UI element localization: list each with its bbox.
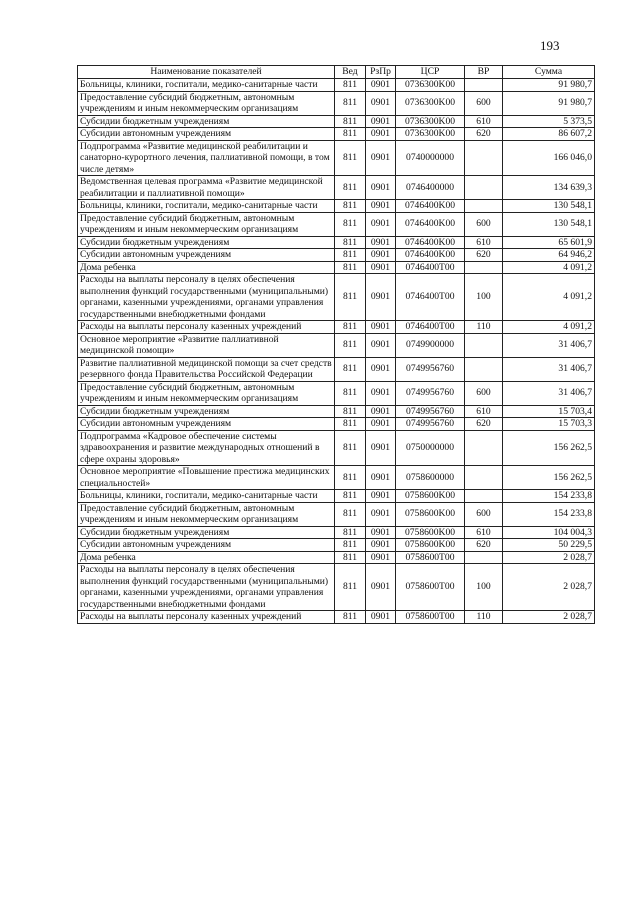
cell-rzpr: 0901 bbox=[366, 502, 396, 526]
cell-rzpr: 0901 bbox=[366, 430, 396, 466]
cell-sum: 134 639,3 bbox=[503, 176, 595, 200]
cell-sum: 166 046,0 bbox=[503, 140, 595, 176]
cell-rzpr: 0901 bbox=[366, 79, 396, 92]
cell-vr bbox=[465, 140, 503, 176]
cell-csr: 0740000000 bbox=[396, 140, 465, 176]
page-number: 193 bbox=[540, 38, 560, 53]
cell-vr bbox=[465, 261, 503, 274]
cell-name: Расходы на выплаты персоналу в целях обеспечения выполнения функций государственными (муниципальными) органами, казенными учреждениями, органами управления государственными внебюджетными фондами bbox=[78, 564, 335, 611]
header-csr: ЦСР bbox=[396, 66, 465, 79]
cell-name: Больницы, клиники, госпитали, медико-санитарные части bbox=[78, 490, 335, 503]
cell-sum: 154 233,8 bbox=[503, 502, 595, 526]
cell-sum: 130 548,1 bbox=[503, 212, 595, 236]
cell-ved: 811 bbox=[335, 502, 366, 526]
cell-rzpr: 0901 bbox=[366, 115, 396, 128]
cell-csr: 0746400000 bbox=[396, 176, 465, 200]
cell-ved: 811 bbox=[335, 430, 366, 466]
cell-sum: 156 262,5 bbox=[503, 466, 595, 490]
cell-vr: 610 bbox=[465, 405, 503, 418]
cell-ved: 811 bbox=[335, 212, 366, 236]
cell-csr: 0758600T00 bbox=[396, 611, 465, 624]
cell-vr: 620 bbox=[465, 249, 503, 262]
cell-name: Основное мероприятие «Повышение престижа медицинских специальностей» bbox=[78, 466, 335, 490]
cell-vr: 600 bbox=[465, 91, 503, 115]
cell-name: Субсидии бюджетным учреждениям bbox=[78, 526, 335, 539]
cell-vr: 610 bbox=[465, 526, 503, 539]
cell-csr: 0750000000 bbox=[396, 430, 465, 466]
cell-name: Предоставление субсидий бюджетным, автономным учреждениям и иным некоммерческим организациям bbox=[78, 502, 335, 526]
cell-name: Субсидии бюджетным учреждениям bbox=[78, 405, 335, 418]
cell-vr: 620 bbox=[465, 418, 503, 431]
table-row bbox=[78, 128, 595, 141]
table-row bbox=[78, 539, 595, 552]
cell-vr: 110 bbox=[465, 321, 503, 334]
cell-rzpr: 0901 bbox=[366, 274, 396, 321]
cell-sum: 64 946,2 bbox=[503, 249, 595, 262]
cell-ved: 811 bbox=[335, 261, 366, 274]
cell-vr: 620 bbox=[465, 128, 503, 141]
cell-name: Дома ребенка bbox=[78, 261, 335, 274]
table-row bbox=[78, 381, 595, 405]
cell-ved: 811 bbox=[335, 140, 366, 176]
table-row bbox=[78, 333, 595, 357]
cell-sum: 50 229,5 bbox=[503, 539, 595, 552]
cell-vr: 100 bbox=[465, 274, 503, 321]
table-row bbox=[78, 236, 595, 249]
cell-sum: 156 262,5 bbox=[503, 430, 595, 466]
cell-name: Больницы, клиники, госпитали, медико-санитарные части bbox=[78, 79, 335, 92]
cell-sum: 31 406,7 bbox=[503, 357, 595, 381]
cell-rzpr: 0901 bbox=[366, 140, 396, 176]
cell-csr: 0736300K00 bbox=[396, 128, 465, 141]
cell-ved: 811 bbox=[335, 128, 366, 141]
cell-name: Расходы на выплаты персоналу казенных учреждений bbox=[78, 611, 335, 624]
cell-rzpr: 0901 bbox=[366, 526, 396, 539]
cell-vr bbox=[465, 430, 503, 466]
table-row bbox=[78, 490, 595, 503]
cell-ved: 811 bbox=[335, 564, 366, 611]
cell-name: Предоставление субсидий бюджетным, автономным учреждениям и иным некоммерческим организациям bbox=[78, 212, 335, 236]
cell-sum: 2 028,7 bbox=[503, 564, 595, 611]
table-row bbox=[78, 249, 595, 262]
cell-csr: 0758600K00 bbox=[396, 539, 465, 552]
cell-sum: 91 980,7 bbox=[503, 79, 595, 92]
cell-rzpr: 0901 bbox=[366, 539, 396, 552]
header-ved: Вед bbox=[335, 66, 366, 79]
cell-csr: 0758600K00 bbox=[396, 490, 465, 503]
table-row bbox=[78, 418, 595, 431]
cell-name: Субсидии автономным учреждениям bbox=[78, 539, 335, 552]
cell-sum: 4 091,2 bbox=[503, 261, 595, 274]
table-row bbox=[78, 200, 595, 213]
cell-vr: 110 bbox=[465, 611, 503, 624]
cell-vr bbox=[465, 200, 503, 213]
cell-rzpr: 0901 bbox=[366, 212, 396, 236]
cell-csr: 0758600T00 bbox=[396, 564, 465, 611]
cell-vr: 600 bbox=[465, 502, 503, 526]
table-row bbox=[78, 526, 595, 539]
cell-csr: 0749956760 bbox=[396, 357, 465, 381]
cell-name: Предоставление субсидий бюджетным, автономным учреждениям и иным некоммерческим организациям bbox=[78, 91, 335, 115]
header-sum: Сумма bbox=[503, 66, 595, 79]
cell-ved: 811 bbox=[335, 176, 366, 200]
cell-ved: 811 bbox=[335, 381, 366, 405]
cell-ved: 811 bbox=[335, 236, 366, 249]
cell-csr: 0736300K00 bbox=[396, 91, 465, 115]
table-row bbox=[78, 321, 595, 334]
cell-csr: 0746400T00 bbox=[396, 274, 465, 321]
cell-vr: 620 bbox=[465, 539, 503, 552]
cell-sum: 4 091,2 bbox=[503, 321, 595, 334]
cell-ved: 811 bbox=[335, 249, 366, 262]
budget-table bbox=[77, 65, 595, 624]
cell-ved: 811 bbox=[335, 321, 366, 334]
cell-rzpr: 0901 bbox=[366, 490, 396, 503]
cell-csr: 0758600T00 bbox=[396, 551, 465, 564]
cell-sum: 104 004,3 bbox=[503, 526, 595, 539]
table-row bbox=[78, 176, 595, 200]
cell-rzpr: 0901 bbox=[366, 321, 396, 334]
cell-name: Субсидии бюджетным учреждениям bbox=[78, 236, 335, 249]
cell-sum: 15 703,3 bbox=[503, 418, 595, 431]
cell-vr bbox=[465, 466, 503, 490]
cell-rzpr: 0901 bbox=[366, 333, 396, 357]
cell-vr bbox=[465, 79, 503, 92]
cell-vr: 600 bbox=[465, 212, 503, 236]
cell-name: Субсидии автономным учреждениям bbox=[78, 128, 335, 141]
table-row bbox=[78, 405, 595, 418]
cell-ved: 811 bbox=[335, 115, 366, 128]
cell-csr: 0746400K00 bbox=[396, 249, 465, 262]
table-row bbox=[78, 274, 595, 321]
cell-name: Предоставление субсидий бюджетным, автономным учреждениям и иным некоммерческим организациям bbox=[78, 381, 335, 405]
cell-name: Основное мероприятие «Развитие паллиативной медицинской помощи» bbox=[78, 333, 335, 357]
cell-sum: 65 601,9 bbox=[503, 236, 595, 249]
cell-ved: 811 bbox=[335, 91, 366, 115]
cell-csr: 0746400K00 bbox=[396, 200, 465, 213]
cell-sum: 130 548,1 bbox=[503, 200, 595, 213]
cell-rzpr: 0901 bbox=[366, 176, 396, 200]
cell-ved: 811 bbox=[335, 79, 366, 92]
cell-csr: 0749956760 bbox=[396, 381, 465, 405]
cell-rzpr: 0901 bbox=[366, 551, 396, 564]
table-row bbox=[78, 564, 595, 611]
cell-vr bbox=[465, 551, 503, 564]
cell-csr: 0736300K00 bbox=[396, 79, 465, 92]
cell-vr bbox=[465, 357, 503, 381]
cell-vr: 610 bbox=[465, 115, 503, 128]
header-rzpr: РзПр bbox=[366, 66, 396, 79]
table-row bbox=[78, 91, 595, 115]
cell-ved: 811 bbox=[335, 526, 366, 539]
cell-rzpr: 0901 bbox=[366, 381, 396, 405]
cell-ved: 811 bbox=[335, 333, 366, 357]
cell-vr: 100 bbox=[465, 564, 503, 611]
table-row bbox=[78, 261, 595, 274]
cell-sum: 15 703,4 bbox=[503, 405, 595, 418]
cell-rzpr: 0901 bbox=[366, 261, 396, 274]
cell-ved: 811 bbox=[335, 539, 366, 552]
cell-rzpr: 0901 bbox=[366, 466, 396, 490]
cell-csr: 0736300K00 bbox=[396, 115, 465, 128]
cell-vr bbox=[465, 176, 503, 200]
cell-sum: 86 607,2 bbox=[503, 128, 595, 141]
cell-rzpr: 0901 bbox=[366, 200, 396, 213]
cell-rzpr: 0901 bbox=[366, 128, 396, 141]
cell-csr: 0746400T00 bbox=[396, 261, 465, 274]
cell-csr: 0758600000 bbox=[396, 466, 465, 490]
cell-vr bbox=[465, 490, 503, 503]
cell-name: Расходы на выплаты персоналу в целях обеспечения выполнения функций государственными (муниципальными) органами, казенными учреждениями, органами управления государственными внебюджетными фондами bbox=[78, 274, 335, 321]
cell-csr: 0749956760 bbox=[396, 405, 465, 418]
cell-sum: 4 091,2 bbox=[503, 274, 595, 321]
cell-csr: 0749956760 bbox=[396, 418, 465, 431]
cell-ved: 811 bbox=[335, 274, 366, 321]
cell-sum: 31 406,7 bbox=[503, 381, 595, 405]
table-row bbox=[78, 140, 595, 176]
table-row bbox=[78, 79, 595, 92]
cell-ved: 811 bbox=[335, 357, 366, 381]
header-name: Наименование показателей bbox=[78, 66, 335, 79]
cell-name: Расходы на выплаты персоналу казенных учреждений bbox=[78, 321, 335, 334]
cell-rzpr: 0901 bbox=[366, 611, 396, 624]
cell-name: Субсидии автономным учреждениям bbox=[78, 418, 335, 431]
cell-sum: 91 980,7 bbox=[503, 91, 595, 115]
table-row bbox=[78, 430, 595, 466]
cell-csr: 0758600K00 bbox=[396, 502, 465, 526]
table-row bbox=[78, 502, 595, 526]
cell-rzpr: 0901 bbox=[366, 564, 396, 611]
cell-name: Больницы, клиники, госпитали, медико-санитарные части bbox=[78, 200, 335, 213]
cell-csr: 0746400K00 bbox=[396, 236, 465, 249]
table-row bbox=[78, 115, 595, 128]
cell-sum: 5 373,5 bbox=[503, 115, 595, 128]
cell-sum: 2 028,7 bbox=[503, 551, 595, 564]
cell-rzpr: 0901 bbox=[366, 357, 396, 381]
cell-vr: 600 bbox=[465, 381, 503, 405]
table-row bbox=[78, 466, 595, 490]
cell-name: Ведомственная целевая программа «Развитие медицинской реабилитации и паллиативной помощи» bbox=[78, 176, 335, 200]
cell-ved: 811 bbox=[335, 490, 366, 503]
cell-name: Субсидии бюджетным учреждениям bbox=[78, 115, 335, 128]
cell-csr: 0746400K00 bbox=[396, 212, 465, 236]
cell-ved: 811 bbox=[335, 551, 366, 564]
cell-ved: 811 bbox=[335, 418, 366, 431]
cell-name: Субсидии автономным учреждениям bbox=[78, 249, 335, 262]
cell-ved: 811 bbox=[335, 200, 366, 213]
cell-csr: 0758600K00 bbox=[396, 526, 465, 539]
cell-name: Подпрограмма «Развитие медицинской реабилитации и санаторно-курортного лечения, паллиативной помощи, в том числе детям» bbox=[78, 140, 335, 176]
cell-ved: 811 bbox=[335, 405, 366, 418]
cell-rzpr: 0901 bbox=[366, 91, 396, 115]
cell-name: Дома ребенка bbox=[78, 551, 335, 564]
cell-name: Развитие паллиативной медицинской помощи за счет средств резервного фонда Правительства Российской Федерации bbox=[78, 357, 335, 381]
cell-name: Подпрограмма «Кадровое обеспечение системы здравоохранения и развитие международных отношений в сфере охраны здоровья» bbox=[78, 430, 335, 466]
cell-rzpr: 0901 bbox=[366, 405, 396, 418]
cell-rzpr: 0901 bbox=[366, 249, 396, 262]
cell-rzpr: 0901 bbox=[366, 236, 396, 249]
cell-ved: 811 bbox=[335, 466, 366, 490]
table-row bbox=[78, 357, 595, 381]
table-row bbox=[78, 551, 595, 564]
cell-sum: 154 233,8 bbox=[503, 490, 595, 503]
table-row bbox=[78, 611, 595, 624]
cell-sum: 31 406,7 bbox=[503, 333, 595, 357]
cell-csr: 0746400T00 bbox=[396, 321, 465, 334]
cell-csr: 0749900000 bbox=[396, 333, 465, 357]
cell-sum: 2 028,7 bbox=[503, 611, 595, 624]
cell-ved: 811 bbox=[335, 611, 366, 624]
cell-vr: 610 bbox=[465, 236, 503, 249]
cell-rzpr: 0901 bbox=[366, 418, 396, 431]
table-header-row bbox=[78, 66, 595, 79]
cell-vr bbox=[465, 333, 503, 357]
table-row bbox=[78, 212, 595, 236]
header-vr: ВР bbox=[465, 66, 503, 79]
